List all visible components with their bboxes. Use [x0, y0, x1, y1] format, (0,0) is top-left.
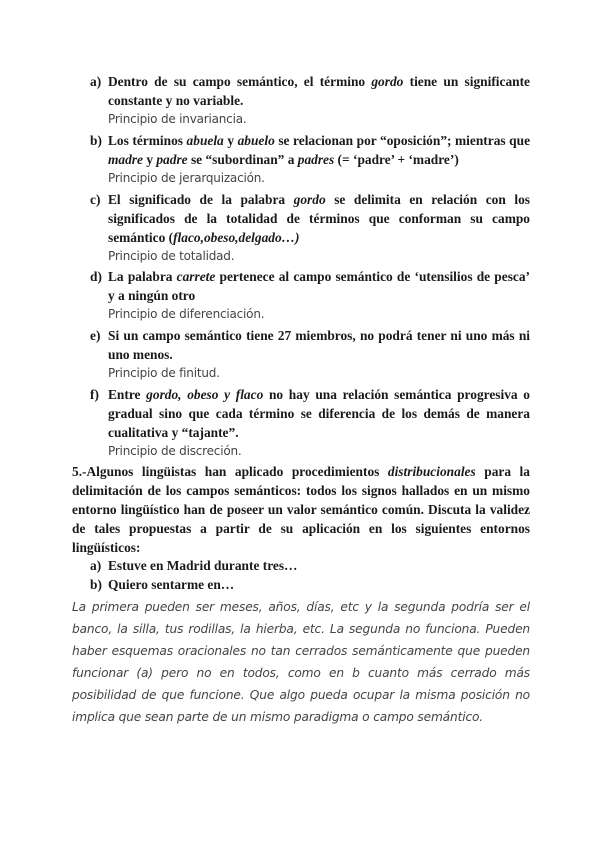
- item-c: [90, 190, 530, 247]
- item-label: f): [90, 387, 99, 402]
- item-text: Dentro de su campo semántico, el término gordo tiene un significante constante y no variable.: [108, 74, 531, 108]
- item-e: [90, 326, 530, 364]
- item-text: Los términos abuela y abuelo se relacionan por “oposición”; mientras que madre y padre se “subordinan” a padres (= ‘padre’ + ‘madre’): [108, 133, 531, 167]
- subitem-label: a): [90, 558, 102, 573]
- item-a: [90, 72, 530, 110]
- item-label: c): [90, 192, 101, 207]
- principle-note: Principio de invariancia.: [108, 112, 247, 126]
- principle-note: Principio de totalidad.: [108, 249, 235, 263]
- item-label: e): [90, 328, 101, 343]
- subitem-text: Quiero sentarme en…: [108, 577, 235, 592]
- subitem-label: b): [90, 577, 102, 592]
- question-5-subitem-b: [90, 575, 234, 594]
- principle-note: Principio de discreción.: [108, 444, 242, 458]
- item-f: [90, 385, 530, 442]
- answer-text: La primera pueden ser meses, años, días, etc y la segunda podría ser el banco, la silla, tus rodillas, la hierba, etc. La segunda no funciona. Pueden haber esquemas oracionales no tan cerrados semánticamente que pueden funcionar (a) pero no en todos, como en b cuanto más cerrado más posibilidad de que funcione. Que algo pueda ocupar la misma posición no implica que sean parte de un mismo paradigma o campo semántico.: [72, 600, 530, 724]
- item-label: d): [90, 269, 102, 284]
- item-text: El significado de la palabra gordo se delimita en relación con los significados de la totalidad de términos que conforman su campo semántico (flaco,obeso,delgado…): [108, 192, 530, 245]
- item-d: [90, 267, 530, 305]
- question-5-subitem-a: [90, 556, 297, 575]
- item-label: b): [90, 133, 102, 148]
- question-5: 5.-Algunos lingüistas han aplicado procedimientos distribucionales para la delimitación de los campos semánticos: todos los signos hallados en un mismo entorno lingüístico han de poseer un valor semántico común. Discuta la validez de tales propuestas a partir de su aplicación en los siguientes entornos lingüísticos:: [72, 464, 530, 555]
- principle-note: Principio de diferenciación.: [108, 307, 265, 321]
- item-text: Entre gordo, obeso y flaco no hay una relación semántica progresiva o gradual sino que cada término se diferencia de los demás de manera cualitativa y “tajante”.: [108, 387, 530, 440]
- item-text: La palabra carrete pertenece al campo semántico de ‘utensilios de pesca’ y a ningún otro: [108, 269, 530, 303]
- item-label: a): [90, 74, 102, 89]
- principle-note: Principio de finitud.: [108, 366, 220, 380]
- principle-note: Principio de jerarquización.: [108, 171, 265, 185]
- item-text: Si un campo semántico tiene 27 miembros, no podrá tener ni uno más ni uno menos.: [108, 328, 530, 362]
- subitem-text: Estuve en Madrid durante tres…: [108, 558, 298, 573]
- item-b: [90, 131, 530, 169]
